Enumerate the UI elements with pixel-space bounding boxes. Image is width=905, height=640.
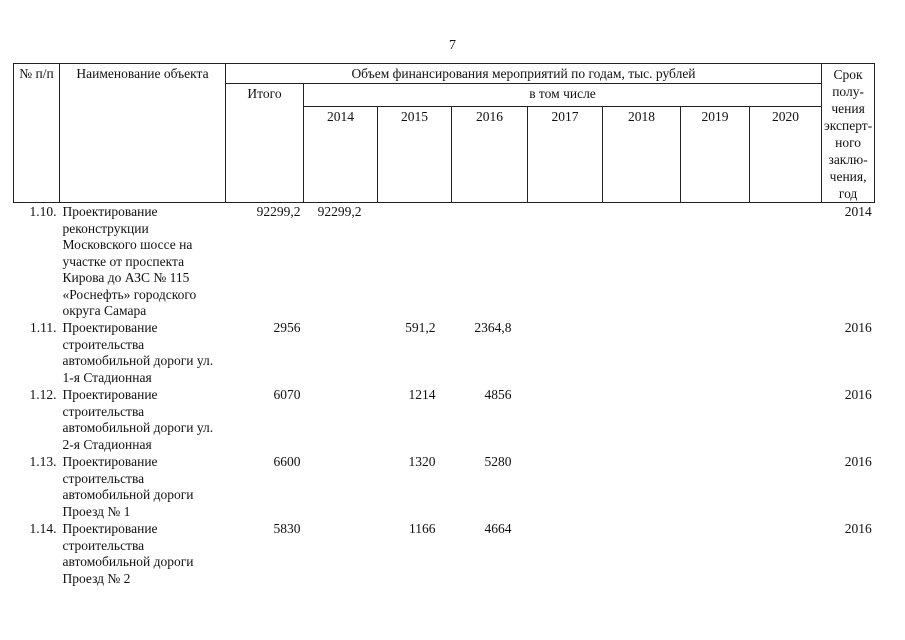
row-num: 1.11. [30, 320, 57, 335]
row-2017 [528, 203, 603, 321]
row-name: Проектирование строительства автомобильной дороги ул. 1-я Стадионная [62, 320, 214, 385]
table-row [14, 454, 875, 521]
row-2016: 2364,8 [474, 320, 512, 335]
row-2018 [603, 203, 681, 321]
row-term: 2016 [844, 454, 872, 469]
row-2018 [603, 320, 681, 387]
row-2014 [304, 521, 378, 588]
row-2015: 1214 [408, 387, 436, 402]
row-2019 [681, 203, 750, 321]
row-2018 [603, 387, 681, 454]
header-num: № п/п [14, 64, 60, 203]
header-term: Срок полу-чения эксперт-ного заклю-чения, год [822, 64, 875, 203]
header-year: 2014 [304, 107, 378, 203]
row-2020 [750, 320, 822, 387]
header-name: Наименование объекта [60, 64, 226, 203]
row-2019 [681, 320, 750, 387]
table-row [14, 521, 875, 588]
page-number: 7 [449, 38, 456, 53]
row-name: Проектирование строительства автомобильной дороги Проезд № 2 [62, 521, 194, 586]
row-2020 [750, 521, 822, 588]
header-total: Итого [226, 83, 304, 203]
row-2018 [603, 454, 681, 521]
row-term: 2014 [844, 204, 872, 219]
row-2020 [750, 387, 822, 454]
header-year: 2018 [603, 107, 681, 203]
header-year: 2017 [528, 107, 603, 203]
row-total: 2956 [273, 320, 301, 335]
row-name: Проектирование строительства автомобильной дороги Проезд № 1 [62, 454, 194, 519]
row-num: 1.14. [29, 521, 57, 536]
row-name: Проектирование реконструкции Московского шоссе на участке от проспекта Кирова до АЗС № 115 «Роснефть» городского округа Самара [62, 204, 197, 318]
row-2018 [603, 521, 681, 588]
row-2014: 92299,2 [317, 204, 362, 219]
row-2016 [452, 203, 528, 321]
row-total: 6070 [273, 387, 301, 402]
row-2017 [528, 387, 603, 454]
row-2019 [681, 521, 750, 588]
row-term: 2016 [844, 521, 872, 536]
row-total: 92299,2 [256, 204, 301, 219]
row-num: 1.12. [29, 387, 57, 402]
row-num: 1.13. [29, 454, 57, 469]
table-row [14, 320, 875, 387]
header-year: 2019 [681, 107, 750, 203]
table-row [14, 387, 875, 454]
row-2014 [304, 320, 378, 387]
row-2016: 4856 [484, 387, 512, 402]
row-2014 [304, 387, 378, 454]
financing-table [13, 63, 875, 588]
row-2015: 591,2 [405, 320, 436, 335]
row-total: 5830 [273, 521, 301, 536]
table-row [14, 203, 875, 321]
header-including: в том числе [304, 83, 822, 107]
row-term: 2016 [844, 387, 872, 402]
row-name: Проектирование строительства автомобильной дороги ул. 2-я Стадионная [62, 387, 214, 452]
row-2017 [528, 521, 603, 588]
row-2014 [304, 454, 378, 521]
row-2015 [378, 203, 452, 321]
row-2017 [528, 320, 603, 387]
row-2019 [681, 387, 750, 454]
row-2019 [681, 454, 750, 521]
row-2015: 1320 [408, 454, 436, 469]
row-2020 [750, 203, 822, 321]
row-2016: 4664 [484, 521, 512, 536]
header-year: 2015 [378, 107, 452, 203]
header-financing: Объем финансирования мероприятий по годам, тыс. рублей [226, 64, 822, 84]
row-2020 [750, 454, 822, 521]
row-total: 6600 [273, 454, 301, 469]
row-2016: 5280 [484, 454, 512, 469]
row-2017 [528, 454, 603, 521]
row-num: 1.10. [29, 204, 57, 219]
header-year: 2016 [452, 107, 528, 203]
row-term: 2016 [844, 320, 872, 335]
header-year: 2020 [750, 107, 822, 203]
row-2015: 1166 [409, 521, 436, 536]
